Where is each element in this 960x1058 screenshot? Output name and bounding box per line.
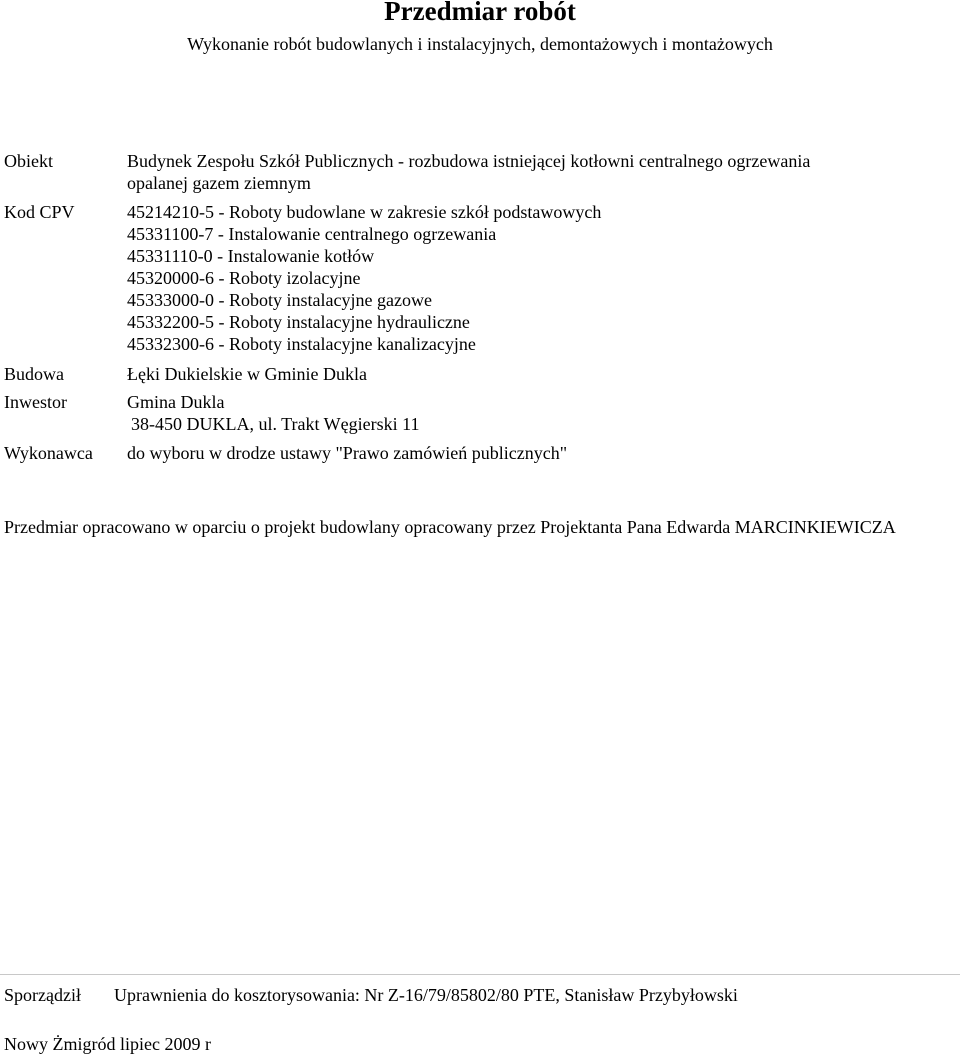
obiekt-line: Budynek Zespołu Szkół Publicznych - rozbudowa istniejącej kotłowni centralnego ogrzewania xyxy=(127,151,811,171)
inwestor-name: Gmina Dukla xyxy=(127,392,225,412)
place-date: Nowy Żmigród lipiec 2009 r xyxy=(4,1034,211,1054)
author-label: Sporządził xyxy=(4,985,81,1005)
obiekt-line: opalanej gazem ziemnym xyxy=(127,173,311,193)
footer-divider xyxy=(0,974,960,975)
cpv-code-item: 45320000-6 - Roboty izolacyjne xyxy=(127,268,361,288)
obiekt-label: Obiekt xyxy=(4,151,53,171)
cpv-code-item: 45331100-7 - Instalowanie centralnego ogrzewania xyxy=(127,224,497,244)
cpv-code-item: 45332300-6 - Roboty instalacyjne kanalizacyjne xyxy=(127,334,476,354)
cpv-code-item: 45214210-5 - Roboty budowlane w zakresie szkół podstawowych xyxy=(127,202,602,222)
wykonawca-label: Wykonawca xyxy=(4,443,93,463)
kod-cpv-label: Kod CPV xyxy=(4,202,75,222)
cpv-code-item: 45332200-5 - Roboty instalacyjne hydrauliczne xyxy=(127,312,470,332)
kod-cpv-list xyxy=(127,201,947,355)
document-subtitle: Wykonanie robót budowlanych i instalacyjnych, demontażowych i montażowych xyxy=(187,34,773,54)
obiekt-value xyxy=(127,150,947,194)
inwestor-address: 38-450 DUKLA, ul. Trakt Węgierski 11 xyxy=(131,414,420,434)
cpv-code-item: 45333000-0 - Roboty instalacyjne gazowe xyxy=(127,290,432,310)
basis-statement: Przedmiar opracowano w oparciu o projekt budowlany opracowany przez Projektanta Pana Edwarda MARCINKIEWICZA xyxy=(4,517,896,537)
author-credentials: Uprawnienia do kosztorysowania: Nr Z-16/79/85802/80 PTE, Stanisław Przybyłowski xyxy=(114,985,738,1005)
document-title: Przedmiar robót xyxy=(384,0,576,26)
cpv-code-item: 45331110-0 - Instalowanie kotłów xyxy=(127,246,375,266)
inwestor-label: Inwestor xyxy=(4,392,67,412)
budowa-value: Łęki Dukielskie w Gminie Dukla xyxy=(127,364,367,384)
wykonawca-value: do wyboru w drodze ustawy "Prawo zamówień publicznych" xyxy=(127,443,568,463)
budowa-label: Budowa xyxy=(4,364,64,384)
inwestor-value xyxy=(127,391,947,435)
